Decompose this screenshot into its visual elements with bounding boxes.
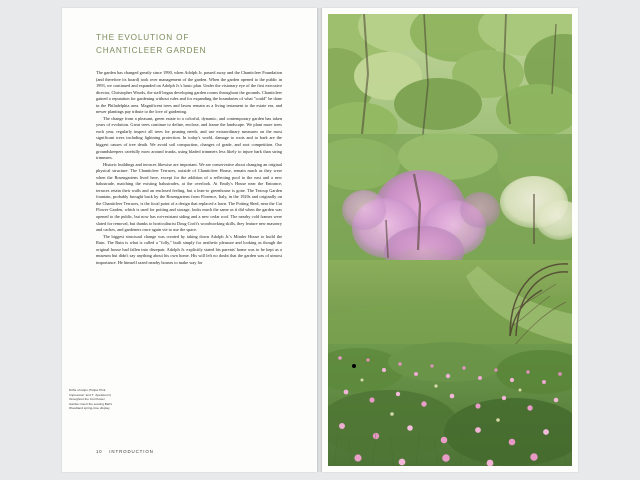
right-page	[322, 8, 578, 472]
page-title: THE EVOLUTION OF CHANTICLEER GARDEN	[96, 33, 207, 55]
section-label: INTRODUCTION	[109, 449, 154, 454]
spring-garden-photograph	[328, 14, 572, 466]
paragraph: Historic buildings and terraces likewise are important. We are conservative about changing an original physical structure. The Chanticleer Terraces, outside of Chanticleer House, remain much as they were when the Rosengartens lived here, except for the addition of a reflecting pool to the east and a new balustrade, matching the existing balustrades, at the overlook. At Emily's House near the Entrance, terraces retain their walls and an enclosed feeling, but a lean-to greenhouse is gone. The Teacup Garden fountain, probably brought back by the Rosengartens from Florence, Italy, in the 1920s and originally on the Chanticleer Terraces, is the focal point of a design that replaced a lawn. The Potting Shed, near the Cut Flower Garden, which is used for potting and storage, looks much the same as it did when the garden was opened to the public, but now has rot-resistant siding and a new cedar roof. The nearby cold frames were slated for removal, but thanks to horticulturist Doug Croft's woodworking skills, they feature new masonry and caches, and gardeners once again vie to use the space.	[96, 161, 282, 233]
photo-caption: Drifts of tulips (Tulipa 'Pink Impression' and T. 'Apeldoorn') throughout the Cut Flower Garden insert the soaring Bell's Woodland spring-time display.	[69, 388, 113, 410]
body-text	[96, 70, 282, 266]
paragraph: The biggest structural change was created by taking down Adolph Jr.'s Minder House to build the Ruin. The Ruin is what is called a "folly," built simply for aesthetic pleasure and looking as though the original house had fallen into disrepair. Adolph Jr. explicitly stated his parents' home was to be kept as a museum but didn't say anything about his own home. His will left no doubt that the garden was of utmost importance. He himself razed nearby houses to make way for	[96, 233, 282, 265]
page-number: 10	[96, 449, 103, 454]
gutter-shadow	[317, 8, 322, 472]
left-page	[62, 8, 317, 472]
paragraph: The garden has changed greatly since 1990, when Adolph Jr. passed away and the Chanticleer Foundation (and therefore its board) took over management of the garden. When the garden opened to the public in 1993, we continued and expanded on Adolph Jr.'s basic plan. Under the visionary eye of the first executive director, Christopher Woods, the staff began developing garden rooms throughout the grounds. Chanticleer gained a reputation for gardening without rules and for expanding the boundaries of what "could" be done in the Philadelphia area. Magnificent trees and lawns remain as a living testament to the estate era, and newer plantings pay tribute to the love of gardening.	[96, 70, 282, 115]
folio	[96, 449, 154, 454]
paragraph: The change from a pleasant, green estate to a colorful, dynamic, and contemporary garden has taken years of evolution. Great trees continue to define, enclose, and frame the landscape. We plant more trees each year, regularly inspect all trees for pruning needs, and use extraordinary measures on the most significant trees including lightning protection. In today's world, damage to roots and to bark are the biggest causes of tree death. We avoid soil compaction, changes of grade, and root competition. Our groundskeepers carefully mow around trunks, using bladed trimmers less likely to injure bark than string trimmers.	[96, 115, 282, 161]
